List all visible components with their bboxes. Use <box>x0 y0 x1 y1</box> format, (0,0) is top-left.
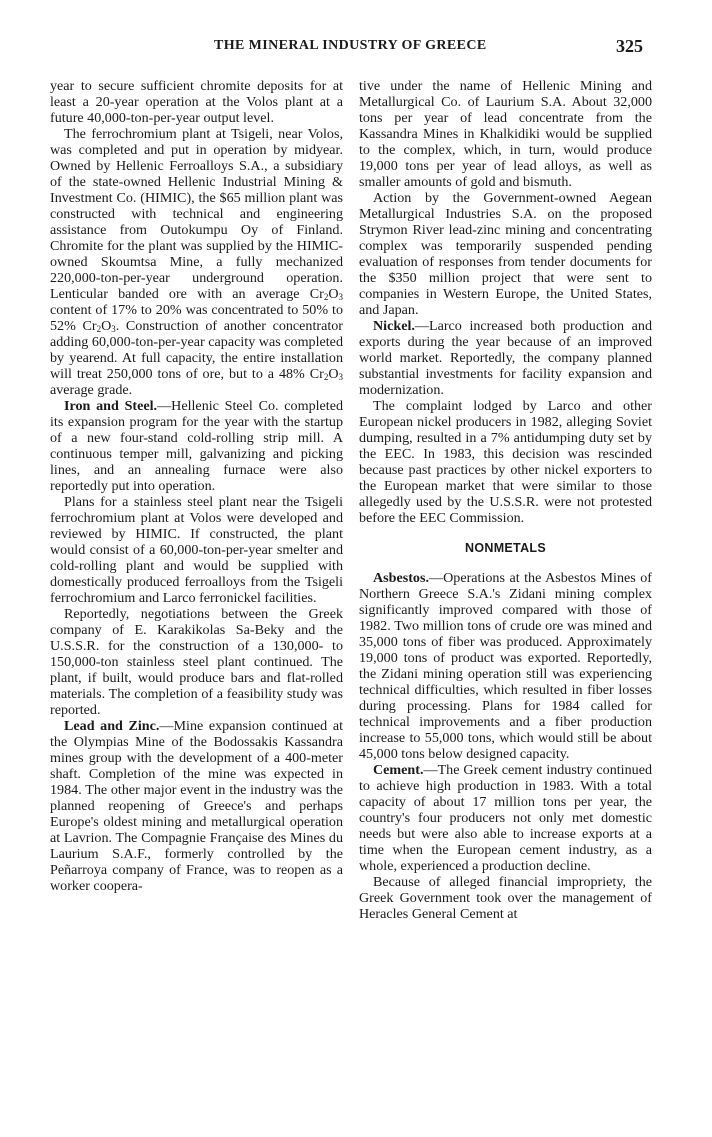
run-in-heading: Lead and Zinc. <box>64 718 160 734</box>
formula-o: O <box>101 318 112 334</box>
text-run: —Larco increased both production and exports during the year because of an improved world market. Reportedly, the company planned substantial investments for facility expansion and modernization. <box>359 318 652 398</box>
text-run: content of 17% to 20% was concentrated to 50% to 52% <box>50 302 343 334</box>
formula-o: O <box>328 286 339 302</box>
run-in-heading: Asbestos. <box>373 570 429 586</box>
text-run: The ferrochromium plant at Tsigeli, near Volos, was completed and put in operation by midyear. Owned by Hellenic Ferroalloys S.A., a subsidiary of the state-owned Hellenic Industrial Mining & Investment Co. (HIMIC), the $65 million plant was constructed with technical and engineering assistance from Outokumpu Oy of Finland. Chromite for the plant was supplied by the HIMIC-owned Skoumtsa Mine, a fully mechanized 220,000-ton-per-year underground operation. Lenticular banded ore with an average <box>50 126 343 302</box>
formula-o: O <box>328 366 339 382</box>
paragraph-lead-and-zinc <box>50 718 343 894</box>
paragraph-ferrochromium <box>50 126 343 398</box>
subscript: 2 <box>323 372 329 382</box>
paragraph-cement <box>359 762 652 874</box>
paragraph: Plans for a stainless steel plant near the Tsigeli ferrochromium plant at Volos were developed and reviewed by HIMIC. If constructed, the plant would consist of a 60,000-ton-per-year smelter and cold-rolling plant and would be supplied with domestically produced ferroalloys from the Tsigeli ferrochromium and Larco ferronickel facilities. <box>50 494 343 606</box>
subscript: 3 <box>338 372 343 382</box>
subscript: 2 <box>96 324 102 334</box>
formula-cr: Cr <box>82 318 97 334</box>
text-run: —Hellenic Steel Co. completed its expansion program for the year with the startup of a new four-stand cold-rolling strip mill. A continuous temper mill, galvanizing and picking lines, and an annealing furnace were also reportedly put into operation. <box>50 398 343 494</box>
paragraph: tive under the name of Hellenic Mining and Metallurgical Co. of Laurium S.A. About 32,000 tons per year of lead concentrate from the Kassandra Mines in Khalkidiki would be supplied to the complex, which, in turn, would produce 19,000 tons per year of lead alloys, as well as smaller amounts of gold and bismuth. <box>359 78 652 190</box>
paragraph-asbestos <box>359 570 652 762</box>
subscript: 3 <box>338 292 343 302</box>
running-title: THE MINERAL INDUSTRY OF GREECE <box>214 38 487 53</box>
left-column <box>50 78 343 894</box>
text-run: average grade. <box>50 382 133 398</box>
paragraph-iron-and-steel <box>50 398 343 494</box>
run-in-heading: Iron and Steel. <box>64 398 158 414</box>
page-number: 325 <box>616 36 643 56</box>
subscript: 2 <box>323 292 329 302</box>
running-head <box>0 36 712 58</box>
paragraph: year to secure sufficient chromite deposits for at least a 20-year operation at the Volos plant at a future 40,000-ton-per-year output level. <box>50 78 343 126</box>
text-run: —The Greek cement industry continued to achieve high production in 1983. With a total capacity of about 17 million tons per year, the country's four producers not only met domestic needs but were also able to increase exports at a time when the European cement industry, as a whole, experienced a production decline. <box>359 762 652 874</box>
paragraph: The complaint lodged by Larco and other European nickel producers in 1982, alleging Soviet dumping, resulted in a 7% antidumping duty set by the EEC. In 1983, this decision was rescinded because past practices by other nickel exporters to the European market that were similar to those allegedly used by the U.S.S.R. were not protested before the EEC Commission. <box>359 398 652 526</box>
text-run: . Construction of another concentrator adding 60,000-ton-per-year capacity was completed by yearend. At full capacity, the entire installation will treat 250,000 tons of ore, but to a 48% <box>50 318 343 382</box>
run-in-heading: Nickel. <box>373 318 415 334</box>
right-column <box>359 78 652 922</box>
paragraph-nickel <box>359 318 652 398</box>
text-run: —Mine expansion continued at the Olympias Mine of the Bodossakis Kassandra mines group with the development of a 400-meter shaft. Completion of the mine was expected in 1984. The other major event in the industry was the planned reopening of Greece's and perhaps Europe's oldest mining and metallurgical operation at Lavrion. The Compagnie Française des Mines du Laurium S.A.F., formerly controlled by the Peñarroya company of France, was to reopen as a worker coopera- <box>50 718 343 894</box>
section-heading-nonmetals: NONMETALS <box>465 541 546 555</box>
paragraph: Action by the Government-owned Aegean Metallurgical Industries S.A. on the proposed Strymon River lead-zinc mining and concentrating complex was temporarily suspended pending evaluation of responses from tender documents for the $350 million project that were sent to companies in Western Europe, the United States, and Japan. <box>359 190 652 318</box>
paragraph: Reportedly, negotiations between the Greek company of E. Karakikolas Sa-Beky and the U.S.S.R. for the construction of a 130,000- to 150,000-ton stainless steel plant continued. The plant, if built, would produce bars and flat-rolled materials. The completion of a feasibility study was reported. <box>50 606 343 718</box>
subscript: 3 <box>111 324 116 334</box>
formula-cr: Cr <box>309 366 324 382</box>
formula-cr: Cr <box>309 286 324 302</box>
text-run: —Operations at the Asbestos Mines of Northern Greece S.A.'s Zidani mining complex significantly improved compared with those of 1982. Two million tons of crude ore was mined and 35,000 tons of fiber was produced. Approximately 19,000 tons of product was exported. Reportedly, the Zidani mining operation still was experiencing technical difficulties, which resulted in fiber losses during processing. Plans for 1984 called for technical improvements and a fiber production increase to 55,000 tons, which would still be about 45,000 tons below designed capacity. <box>359 570 652 762</box>
run-in-heading: Cement. <box>373 762 424 778</box>
paragraph: Because of alleged financial impropriety, the Greek Government took over the management of Heracles General Cement at <box>359 874 652 922</box>
